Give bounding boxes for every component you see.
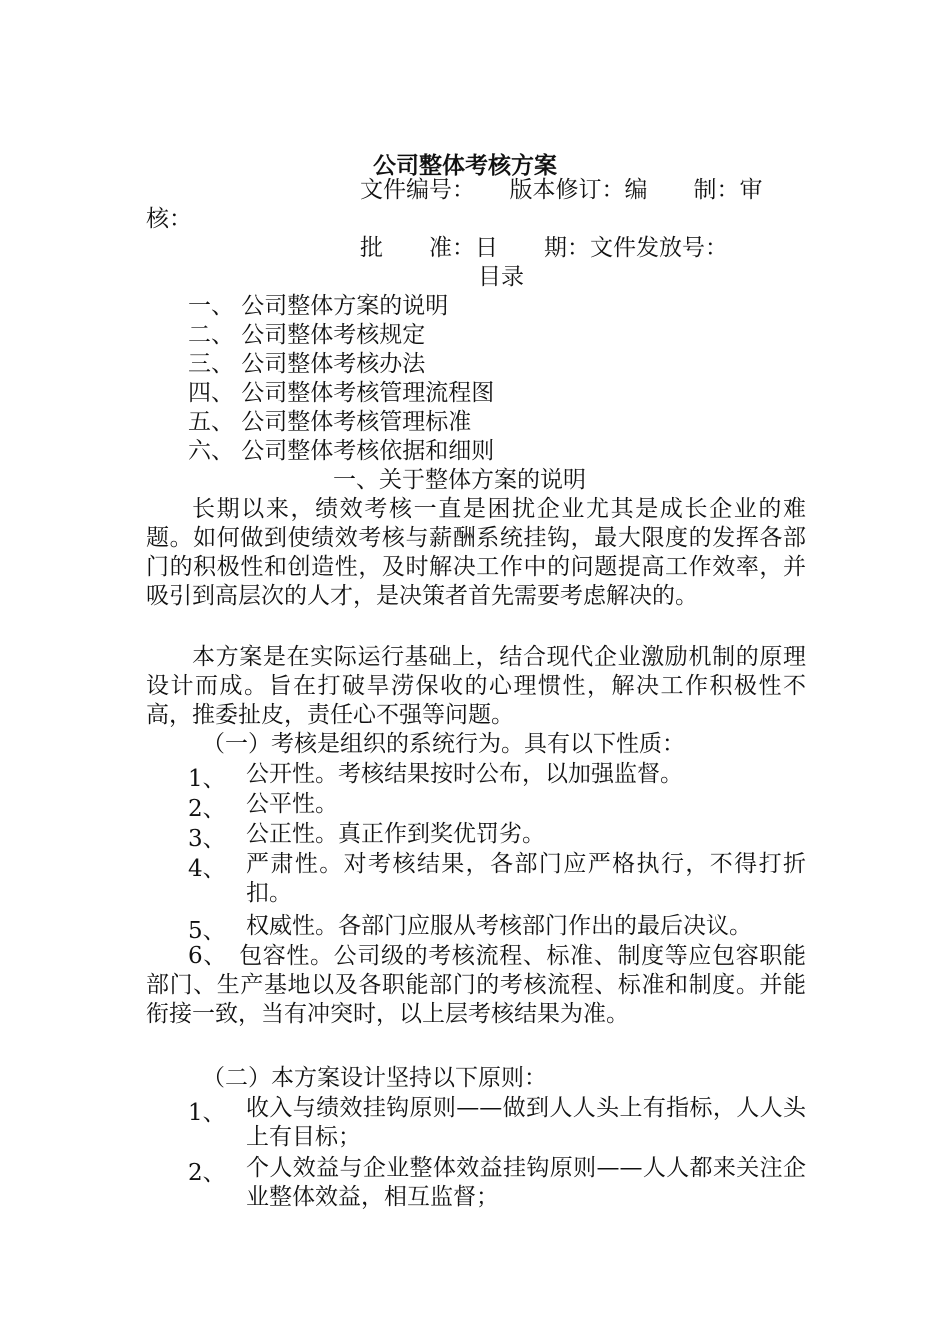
list-item-number: 1、 [188,1100,226,1126]
subsection-heading: （二）本方案设计坚持以下原则： [202,1065,547,1091]
list-item-text: 严肃性。对考核结果，各部门应严格执行，不得打折扣。 [246,851,806,906]
toc-item: 一、 公司整体方案的说明 [188,293,449,319]
toc-heading: 目录 [478,264,524,290]
list-item-text: 公开性。考核结果按时公布，以加强监督。 [246,761,683,787]
toc-item: 三、 公司整体考核办法 [188,351,426,377]
list-item-wrapped: 6、 包容性。公司级的考核流程、标准、制度等应包容职能部门、生产基地以及各职能部门的考核流程、标准和制度。并能衔接一致，当有冲突时，以上层考核结果为准。 [146,943,806,1027]
toc-item: 二、 公司整体考核规定 [188,322,426,348]
subsection-heading: （一）考核是组织的系统行为。具有以下性质： [202,731,685,757]
list-item-text: 公平性。 [246,791,338,817]
section-heading: 一、关于整体方案的说明 [333,467,586,493]
list-item-number: 2、 [188,796,226,822]
list-item-text: 权威性。各部门应服从考核部门作出的最后决议。 [246,913,752,939]
list-item-number: 5、 [188,918,226,944]
meta-line-2: 批 准：日 期：文件发放号： [360,235,728,261]
list-item-number: 2、 [188,1160,226,1186]
list-item-text: 公正性。真正作到奖优罚劣。 [246,821,545,847]
paragraph: 长期以来，绩效考核一直是困扰企业尤其是成长企业的难题。如何做到使绩效考核与薪酬系统挂钩，最大限度的发挥各部门的积极性和创造性，及时解决工作中的问题提高工作效率，并吸引到高层次的人才，是决策者首先需要考虑解决的。 [146,496,806,609]
document-title: 公司整体考核方案 [373,152,557,179]
meta-line-1: 文件编号： 版本修订：编 制：审 [360,177,763,203]
toc-item: 六、 公司整体考核依据和细则 [188,438,495,464]
list-item-text: 收入与绩效挂钩原则——做到人人头上有指标，人人头上有目标； [246,1095,806,1150]
toc-item: 五、 公司整体考核管理标准 [188,409,472,435]
list-item-number: 3、 [188,826,226,852]
list-item-number: 1、 [188,766,226,792]
meta-line-1-wrap: 核： [146,206,192,232]
toc-item: 四、 公司整体考核管理流程图 [188,380,495,406]
list-item-number: 4、 [188,856,226,882]
paragraph: 本方案是在实际运行基础上，结合现代企业激励机制的原理设计而成。旨在打破旱涝保收的心理惯性，解决工作积极性不高，推委扯皮，责任心不强等问题。 [146,644,806,728]
list-item-text: 个人效益与企业整体效益挂钩原则——人人都来关注企业整体效益，相互监督； [246,1155,806,1210]
